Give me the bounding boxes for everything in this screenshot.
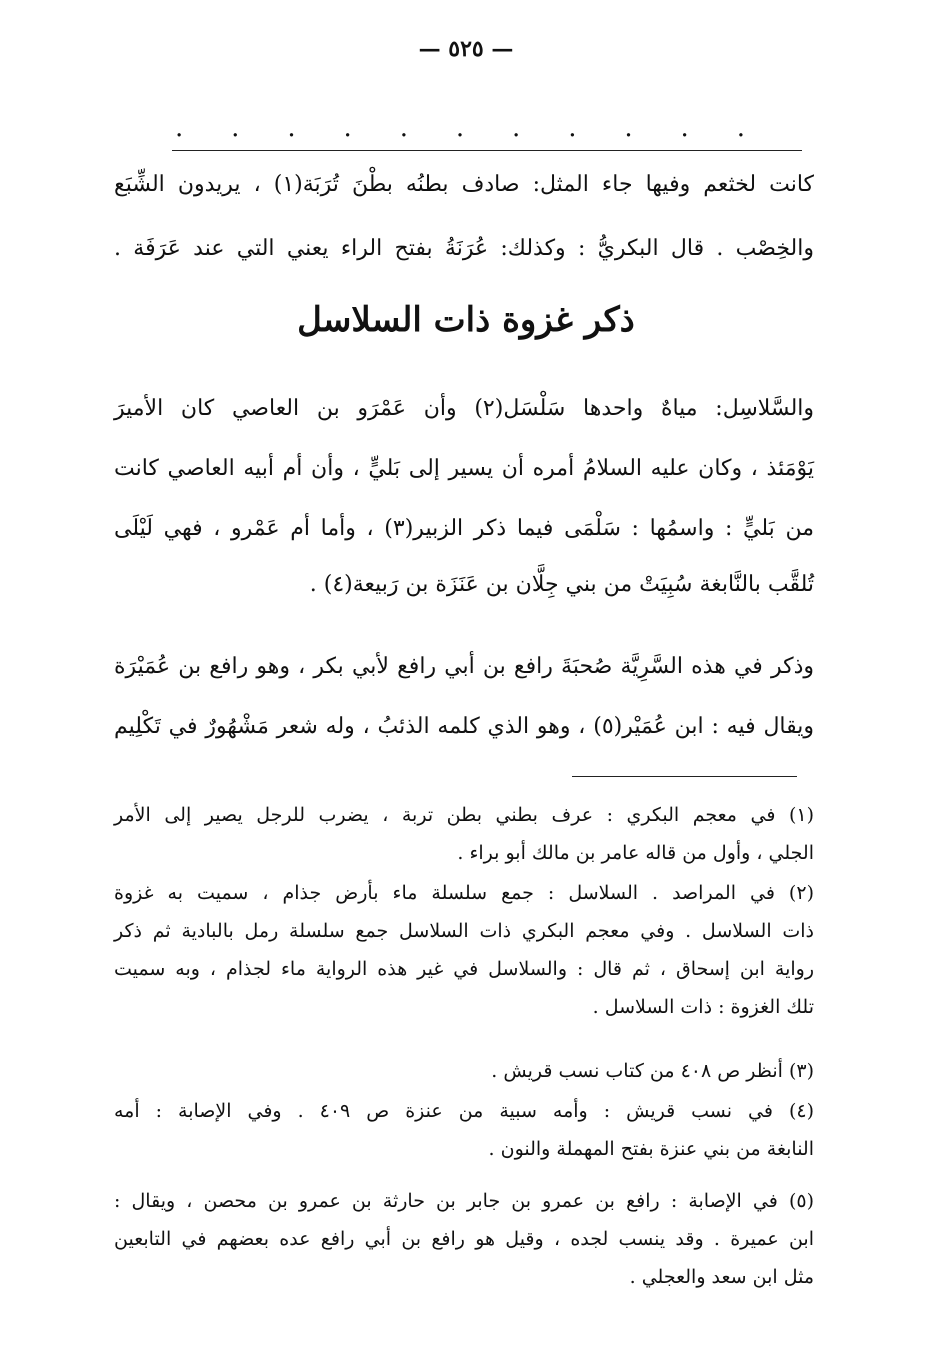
- footnote-1-line-1: (١) في معجم البكري : عرف بطني بطن تربة ، يضرب للرجل يصير إلى الأمر: [114, 804, 814, 826]
- section-heading: ذكر غزوة ذات السلاسل: [297, 300, 635, 340]
- footnote-5-line-1: (٥) في الإصابة : رافع بن عمرو بن جابر بن حارثة بن عمرو بن محصن ، ويقال :: [114, 1190, 814, 1212]
- footnote-5: [114, 1182, 814, 1296]
- footnote-separator: [572, 776, 797, 777]
- page-number: — ٥٢٥ —: [418, 36, 514, 62]
- top-rule: [172, 150, 802, 151]
- footnote-5-line-3: مثل ابن سعد والعجلي .: [629, 1266, 814, 1288]
- footnote-3: [114, 1052, 814, 1090]
- footnote-2-line-2: ذات السلاسل . وفي معجم البكري ذات السلاسل جمع سلسلة رمل بالبادية ثم ذكر: [114, 920, 814, 942]
- footnote-4-line-2: النابغة من بني عنزة بفتح المهملة والنون .: [488, 1138, 814, 1160]
- footnote-3-line-1: (٣) أنظر ص ٤٠٨ من كتاب نسب قريش .: [491, 1060, 814, 1082]
- footnote-1: [114, 796, 814, 872]
- para1-line-3: من بَليٍّ : واسمُها : سَلْمَى فيما ذكر الزبير(٣) ، وأما أم عَمْرو ، فهي لَيْلَى: [114, 516, 814, 541]
- footnote-2-line-1: (٢) في المراصد . السلاسل : جمع سلسلة ماء بأرض جذام ، سميت به غزوة: [114, 882, 814, 904]
- para2-line-1: وذكر في هذه السَّرِيَّة صُحبَةَ رافع بن أبي رافع لأبي بكر ، وهو رافع بن عُمَيْرَة: [114, 654, 814, 679]
- decorative-dots: . . . . . . . . . . .: [175, 113, 745, 143]
- para2-line-2: ويقال فيه : ابن عُمَيْر(٥) ، وهو الذي كلمه الذئبُ ، وله شعر مَشْهُورٌ في تَكْلِيم: [114, 714, 815, 739]
- footnote-4: [114, 1092, 814, 1168]
- para1-line-1: والسَّلاسِل: مياهٌ واحدها سَلْسَل(٢) وأن عَمْرَو بن العاصي كان الأميرَ: [114, 396, 815, 421]
- footnote-2: [114, 874, 814, 1026]
- intro-line-2: والخِصْب . قال البكريُّ : وكذلك: عُرَنَةُ بفتح الراء يعني التي عند عَرَفَة .: [114, 236, 814, 261]
- footnote-1-line-2: الجلي ، وأول من قاله عامر بن مالك أبو براء .: [457, 842, 814, 864]
- footnote-4-line-1: (٤) في نسب قريش : وأمه سبية من عنزة ص ٤٠٩ . وفي الإصابة : أمه: [114, 1100, 814, 1122]
- footnote-2-line-4: تلك الغزوة : ذات السلاسل .: [592, 996, 814, 1018]
- footnote-2-line-3: رواية ابن إسحاق ، ثم قال : والسلاسل في غير هذه الرواية ماء لجذام ، وبه سميت: [114, 958, 814, 980]
- intro-line-1: كانت لخثعم وفيها جاء المثل: صادف بطنُه بطْنَ تُرَبَة(١) ، يريدون الشِّبَع: [114, 172, 814, 197]
- footnote-5-line-2: ابن عميرة . وقد ينسب لجده ، وقيل هو رافع بن أبي رافع عده بعضهم في التابعين: [114, 1228, 814, 1250]
- para1-line-4: تُلقَّب بالنَّابغة سُبِيَتْ من بني جِلَّان بن عَنَزَة بن رَبيعة(٤) .: [309, 572, 814, 597]
- para1-line-2: يَوْمَئذ ، وكان عليه السلامُ أمره أن يسير إلى بَليٍّ ، وأن أم أبيه العاصي كانت: [114, 456, 814, 481]
